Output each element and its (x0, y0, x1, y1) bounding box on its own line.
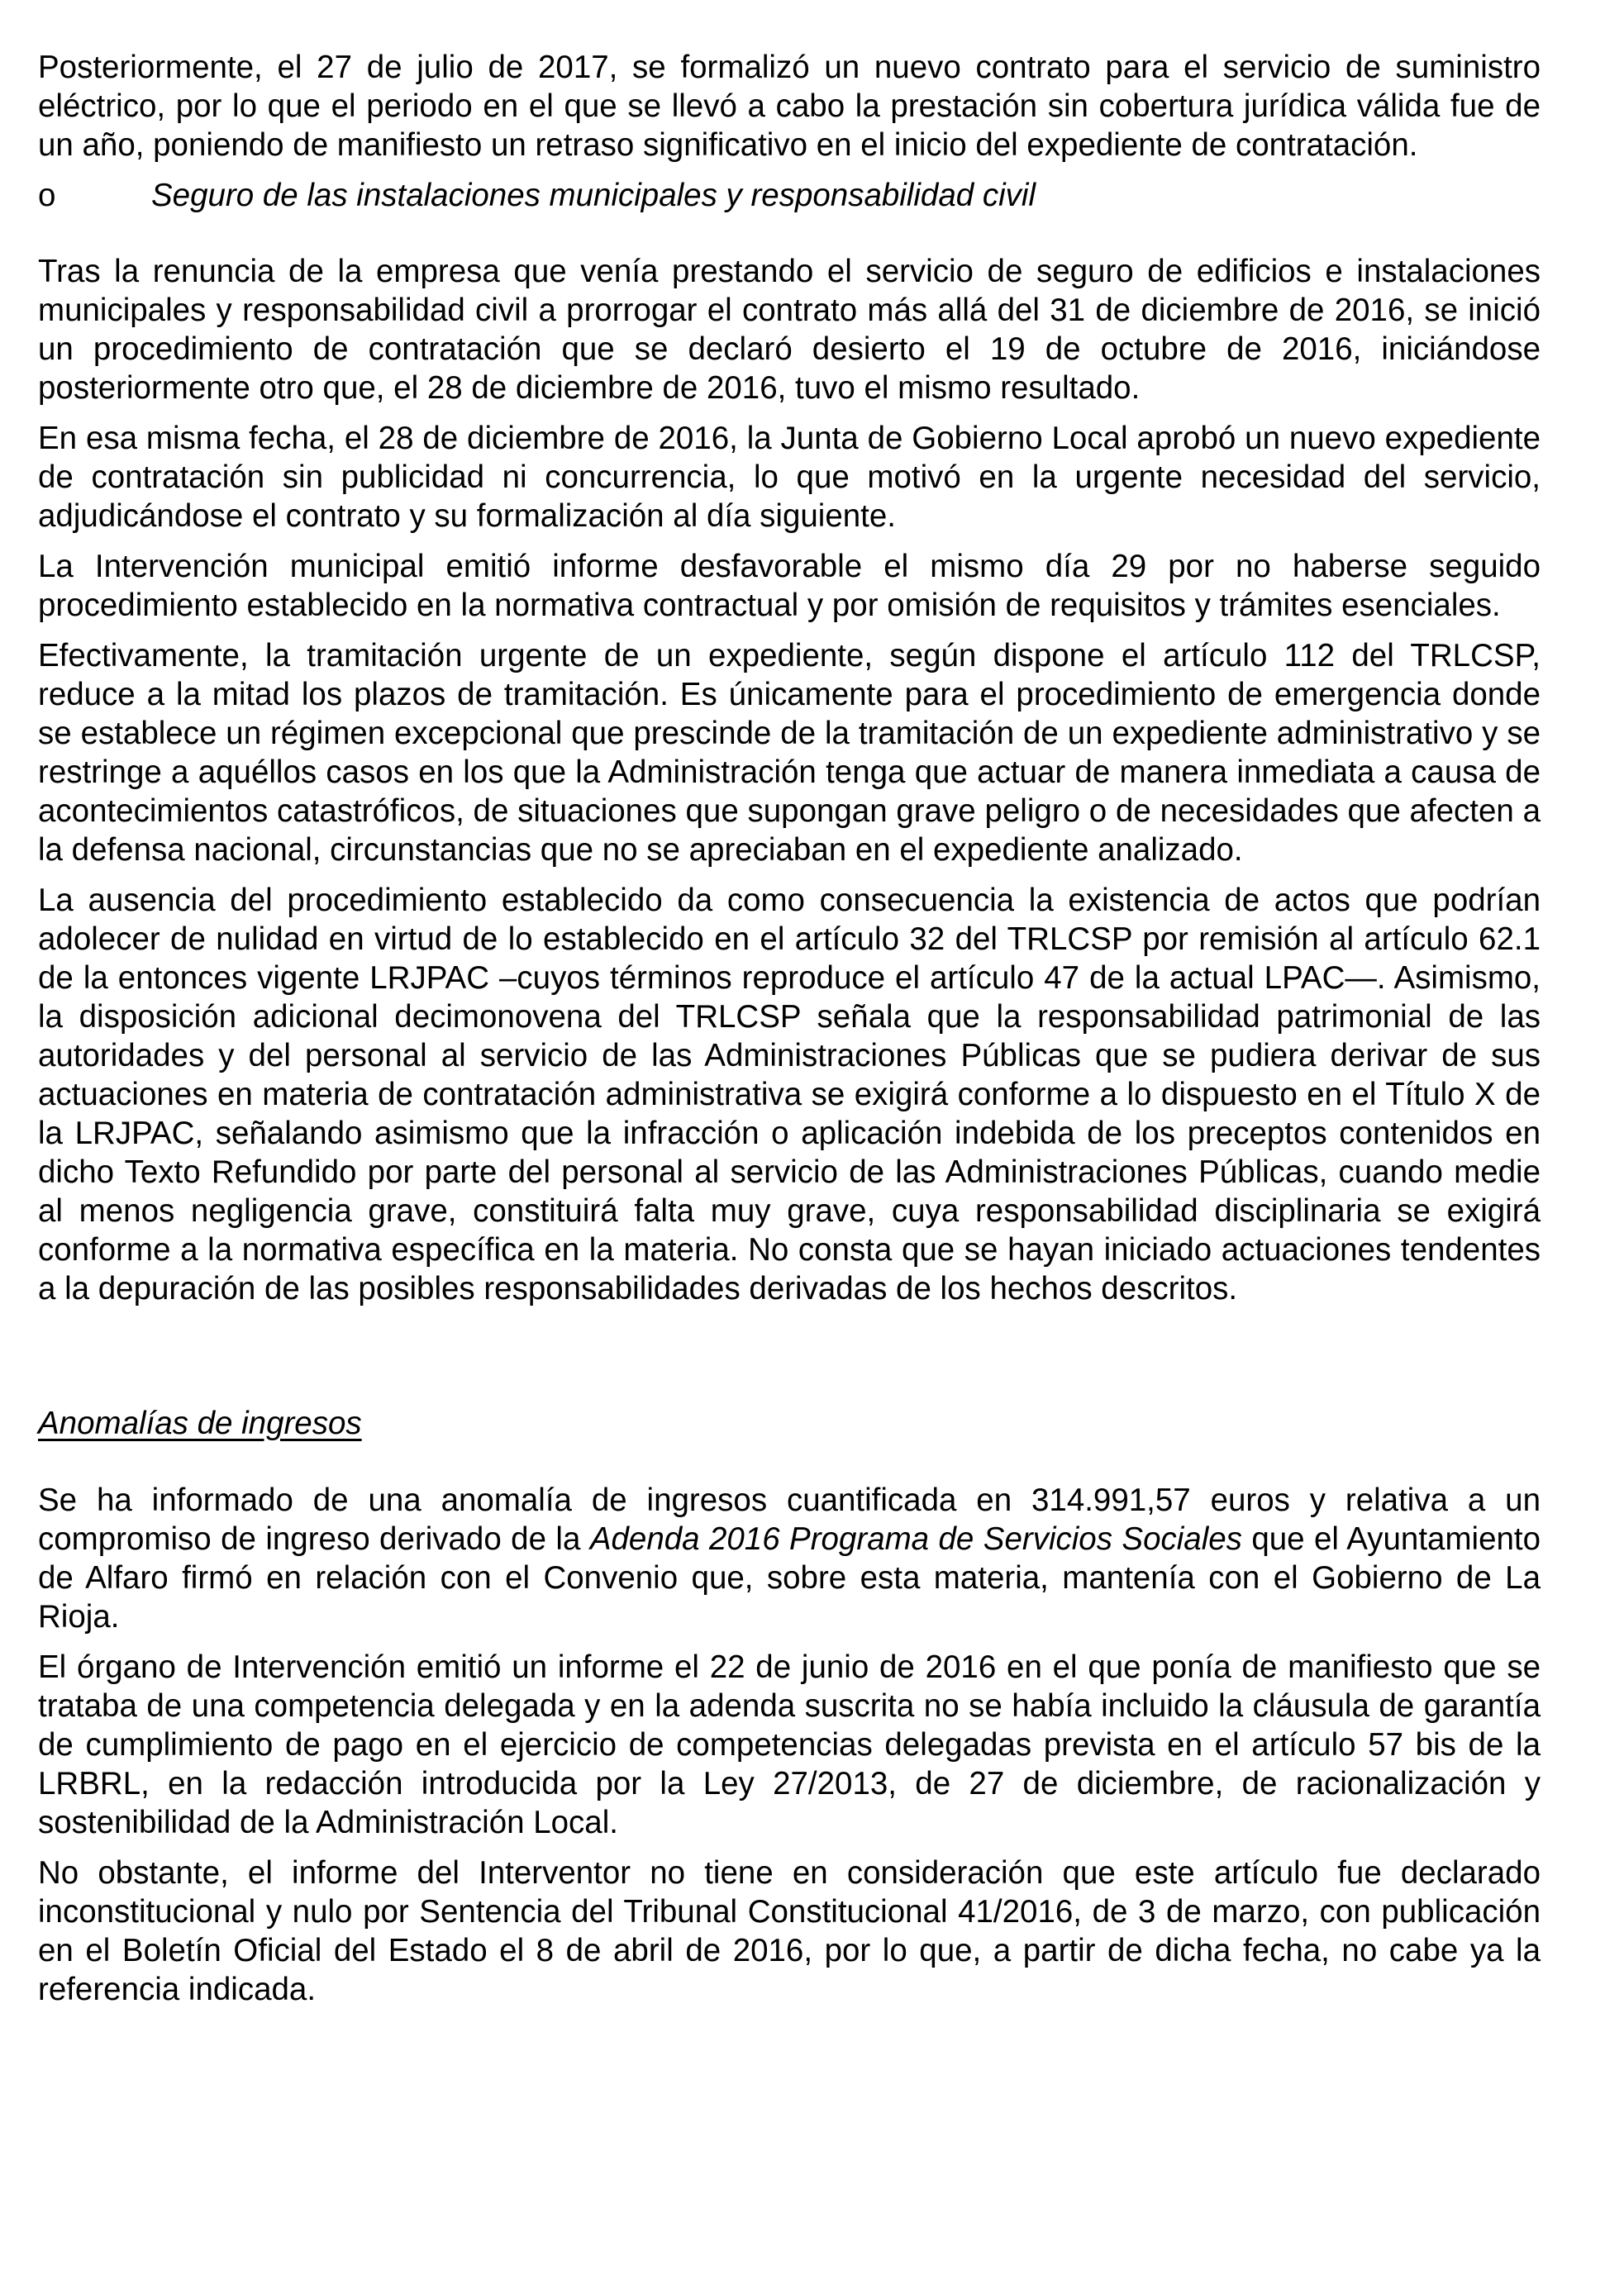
bullet-marker: o (38, 178, 56, 213)
anomaly-text-before: Se ha informado de una anomalía de ingresos cuantificada en 314.991,57 euros y relativa a un compromiso de ingreso derivado de la (38, 1483, 1541, 1557)
paragraph-renuncia-empresa: Tras la renuncia de la empresa que venía prestando el servicio de seguro de edificios e instalaciones municipales y responsabilidad civil a prorrogar el contrato más allá del 31 de diciembre de 2016, se inició un procedimiento de contratación que se declaró desierto el 19 de octubre de 2016, iniciándose posteriormente otro que, el 28 de diciembre de 2016, tuvo el mismo resultado. (38, 254, 1541, 406)
paragraph-junta-gobierno: En esa misma fecha, el 28 de diciembre de 2016, la Junta de Gobierno Local aprobó un nuevo expediente de contratación sin publicidad ni concurrencia, lo que motivó en la urgente necesidad del servicio, adjudicándose el contrato y su formalización al día siguiente. (38, 421, 1541, 534)
anomaly-text-italic: Adenda 2016 Programa de Servicios Sociales (589, 1521, 1242, 1557)
paragraph-contrato-suministro: Posteriormente, el 27 de julio de 2017, se formalizó un nuevo contrato para el servicio de suministro eléctrico, por lo que el periodo en el que se llevó a cabo la prestación sin cobertura jurídica válida fue de un año, poniendo de manifiesto un retraso significativo en el inicio del expediente de contratación. (38, 50, 1541, 163)
document-page (38, 48, 1541, 2020)
paragraph-ausencia-procedimiento: La ausencia del procedimiento establecido da como consecuencia la existencia de actos que podrían adolecer de nulidad en virtud de lo establecido en el artículo 32 del TRLCSP por remisión al artículo 62.1 de la entonces vigente LRJPAC –cuyos términos reproduce el artículo 47 de la actual LPAC—. Asimismo, la disposición adicional decimonovena del TRLCSP señala que la responsabilidad patrimonial de las autoridades y del personal al servicio de las Administraciones Públicas que se pudiera derivar de sus actuaciones en materia de contratación administrativa se exigirá conforme a lo dispuesto en el Título X de la LRJPAC, señalando asimismo que la infracción o aplicación indebida de los preceptos contenidos en dicho Texto Refundido por parte del personal al servicio de las Administraciones Públicas, cuando medie al menos negligencia grave, constituirá falta muy grave, cuya responsabilidad disciplinaria se exigirá conforme a la normativa específica en la materia. No consta que se hayan iniciado actuaciones tendentes a la depuración de las posibles responsabilidades derivadas de los hechos descritos. (38, 883, 1541, 1306)
anomaly-text-after: que el Ayuntamiento de Alfaro firmó en relación con el Convenio que, sobre esta materia, mantenía con el Gobierno de La Rioja. (38, 1521, 1541, 1635)
paragraph-organo-intervencion: El órgano de Intervención emitió un informe el 22 de junio de 2016 en el que ponía de manifiesto que se trataba de una competencia delegada y en la adenda suscrita no se había incluido la cláusula de garantía de cumplimiento de pago en el ejercicio de competencias delegadas prevista en el artículo 57 bis de la LRBRL, en la redacción introducida por la Ley 27/2013, de 27 de diciembre, de racionalización y sostenibilidad de la Administración Local. (38, 1649, 1541, 1840)
paragraph-anomalia-ingresos (38, 1481, 1541, 1636)
section-heading-anomalias: Anomalías de ingresos (38, 1406, 362, 1441)
paragraph-tramitacion-urgente: Efectivamente, la tramitación urgente de un expediente, según dispone el artículo 112 del TRLCSP, reduce a la mitad los plazos de tramitación. Es únicamente para el procedimiento de emergencia donde se establece un régimen excepcional que prescinde de la tramitación de un expediente administrativo y se restringe a aquéllos casos en los que la Administración tenga que actuar de manera inmediata a causa de acontecimientos catastróficos, de situaciones que supongan grave peligro o de necesidades que afecten a la defensa nacional, circunstancias que no se apreciaban en el expediente analizado. (38, 638, 1541, 868)
bullet-item-seguro (38, 176, 1541, 215)
paragraph-no-obstante: No obstante, el informe del Interventor no tiene en consideración que este artículo fue declarado inconstitucional y nulo por Sentencia del Tribunal Constitucional 41/2016, de 3 de marzo, con publicación en el Boletín Oficial del Estado el 8 de abril de 2016, por lo que, a partir de dicha fecha, no cabe ya la referencia indicada. (38, 1855, 1541, 2007)
paragraph-intervencion-informe: La Intervención municipal emitió informe desfavorable el mismo día 29 por no haberse seguido procedimiento establecido en la normativa contractual y por omisión de requisitos y trámites esenciales. (38, 549, 1541, 623)
bullet-title: Seguro de las instalaciones municipales y responsabilidad civil (151, 178, 1036, 213)
